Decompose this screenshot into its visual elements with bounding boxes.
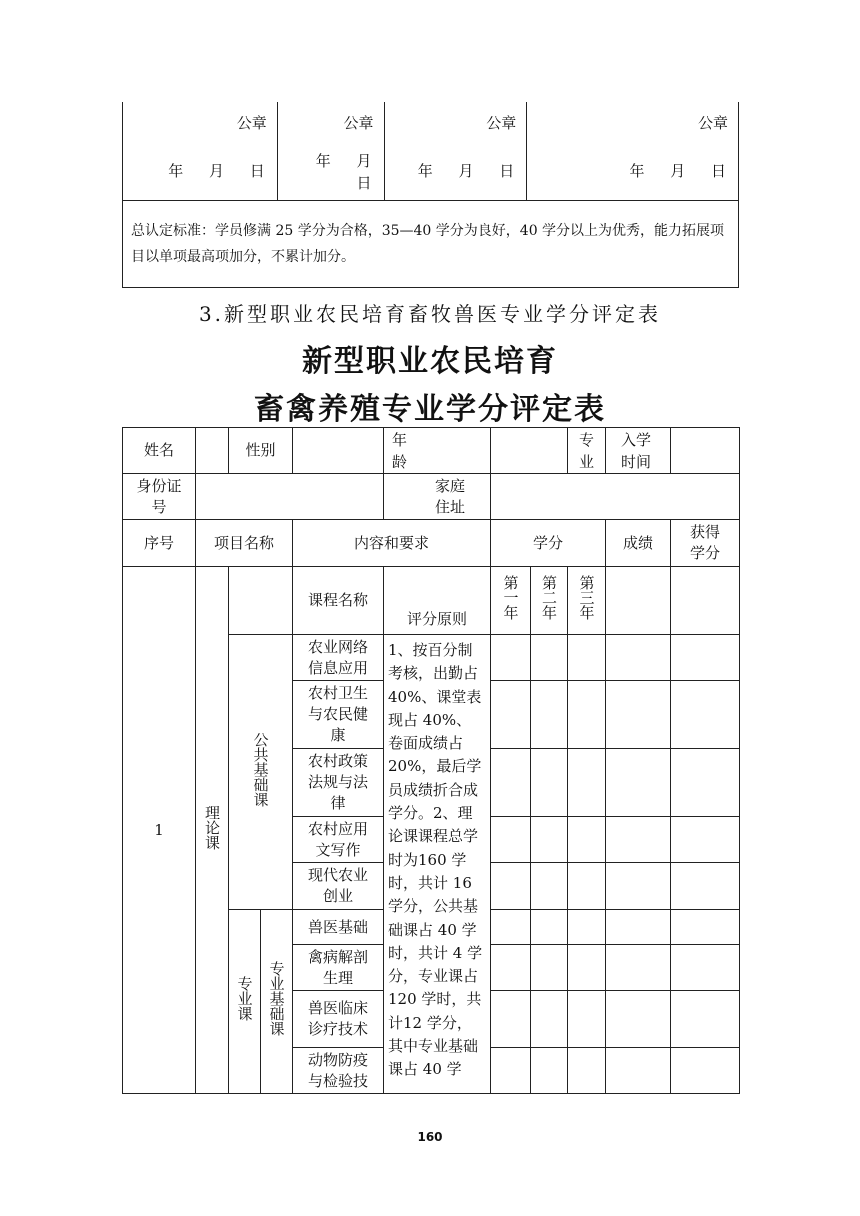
credit-cell[interactable] [491, 749, 531, 817]
credit-cell[interactable] [491, 991, 531, 1048]
score-cell[interactable] [606, 945, 671, 991]
earned-cell[interactable] [671, 945, 740, 991]
earned-cell[interactable] [671, 567, 740, 635]
id-value[interactable] [196, 474, 384, 520]
principle-text: 1、按百分制考核，出勤占40%、课堂表现占 40%、卷面成绩占20%，最后学员成绩折合成学分。2、理论课课程总学时为160 学时，共计 16 学分，公共基础课占 40 学时，共计 4 学分，专业课占 120 学时，共计12 学分，其中专业基础课占 40 学 [384, 635, 491, 1094]
course-name: 农村政策法规与法律 [293, 749, 384, 817]
credit-table [122, 427, 740, 1094]
course-name: 农村应用文写作 [293, 817, 384, 863]
credit-cell[interactable] [568, 910, 606, 945]
address-label: 家庭住址 [384, 474, 491, 520]
name-value[interactable] [196, 428, 229, 474]
earned-cell[interactable] [671, 817, 740, 863]
credit-cell[interactable] [531, 635, 568, 681]
course-name: 禽病解剖生理 [293, 945, 384, 991]
earned-cell[interactable] [671, 749, 740, 817]
header-content: 内容和要求 [293, 520, 491, 567]
principle-header: 评分原则 [384, 567, 491, 635]
earned-cell[interactable] [671, 991, 740, 1048]
year2-header: 第二年 [531, 567, 568, 635]
credit-cell[interactable] [568, 991, 606, 1048]
score-cell[interactable] [606, 567, 671, 635]
score-cell[interactable] [606, 910, 671, 945]
credit-cell[interactable] [491, 817, 531, 863]
seal-label: 公章 [697, 114, 728, 132]
credit-cell[interactable] [531, 991, 568, 1048]
signature-cell [527, 102, 739, 201]
credit-cell[interactable] [568, 863, 606, 910]
credit-cell[interactable] [531, 945, 568, 991]
blank-cell [229, 567, 293, 635]
seal-label: 公章 [486, 114, 517, 132]
credit-cell[interactable] [491, 863, 531, 910]
course-name: 兽医临床诊疗技术 [293, 991, 384, 1048]
enroll-value[interactable] [671, 428, 740, 474]
title-line-1: 新型职业农民培育 [302, 344, 558, 379]
credit-cell[interactable] [568, 749, 606, 817]
header-earned: 获得学分 [671, 520, 740, 567]
seal-label: 公章 [343, 114, 374, 132]
credit-cell[interactable] [491, 635, 531, 681]
date-label: 年 月 日 [168, 162, 267, 180]
credit-cell[interactable] [531, 681, 568, 749]
date-label: 年 月 日 [315, 152, 374, 192]
credit-cell[interactable] [568, 1048, 606, 1094]
age-value[interactable] [491, 428, 568, 474]
earned-cell[interactable] [671, 635, 740, 681]
credit-cell[interactable] [568, 635, 606, 681]
earned-cell[interactable] [671, 863, 740, 910]
header-no: 序号 [123, 520, 196, 567]
earned-cell[interactable] [671, 1048, 740, 1094]
credit-cell[interactable] [491, 910, 531, 945]
course-name: 动物防疫与检验技 [293, 1048, 384, 1094]
score-cell[interactable] [606, 635, 671, 681]
credit-cell[interactable] [491, 945, 531, 991]
criteria-text: 总认定标准：学员修满 25 学分为合格，35—40 学分为良好，40 学分以上为优秀，能力拓展项目以单项最高项加分，不累计加分。 [123, 201, 739, 288]
date-label: 年 月 日 [629, 162, 728, 180]
score-cell[interactable] [606, 1048, 671, 1094]
credit-cell[interactable] [531, 910, 568, 945]
credit-cell[interactable] [491, 1048, 531, 1094]
header-project: 项目名称 [196, 520, 293, 567]
credit-cell[interactable] [531, 817, 568, 863]
major-basic-label: 专业基础课 [261, 910, 293, 1094]
gender-label: 性别 [229, 428, 293, 474]
signature-cell [277, 102, 384, 201]
earned-cell[interactable] [671, 681, 740, 749]
major-label: 专业 [568, 428, 606, 474]
name-label: 姓名 [123, 428, 196, 474]
title-line-2: 畜禽养殖专业学分评定表 [254, 392, 606, 427]
credit-cell[interactable] [568, 681, 606, 749]
page-number: 160 [417, 1130, 443, 1144]
signature-table [122, 102, 739, 288]
score-cell[interactable] [606, 863, 671, 910]
seal-label: 公章 [236, 114, 267, 132]
course-name: 兽医基础 [293, 910, 384, 945]
gender-value[interactable] [293, 428, 384, 474]
course-name: 现代农业创业 [293, 863, 384, 910]
section-heading: 3.新型职业农民培育畜牧兽医专业学分评定表 [198, 302, 662, 326]
signature-cell [384, 102, 527, 201]
header-score: 成绩 [606, 520, 671, 567]
score-cell[interactable] [606, 817, 671, 863]
credit-cell[interactable] [531, 749, 568, 817]
major-course-label: 专业课 [229, 910, 261, 1094]
year1-header: 第一年 [491, 567, 531, 635]
score-cell[interactable] [606, 681, 671, 749]
score-cell[interactable] [606, 991, 671, 1048]
id-label: 身份证号 [123, 474, 196, 520]
enroll-label: 入学时间 [606, 428, 671, 474]
public-label: 公共基础课 [229, 635, 293, 910]
credit-cell[interactable] [531, 863, 568, 910]
row-number: 1 [123, 567, 196, 1094]
credit-cell[interactable] [531, 1048, 568, 1094]
year3-header: 第三年 [568, 567, 606, 635]
credit-cell[interactable] [491, 681, 531, 749]
age-label: 年龄 [384, 428, 491, 474]
credit-cell[interactable] [568, 945, 606, 991]
course-name: 农业网络信息应用 [293, 635, 384, 681]
credit-cell[interactable] [568, 817, 606, 863]
earned-cell[interactable] [671, 910, 740, 945]
course-name-header: 课程名称 [293, 567, 384, 635]
date-label: 年 月 日 [417, 162, 517, 180]
signature-cell [123, 102, 278, 201]
score-cell[interactable] [606, 749, 671, 817]
theory-label: 理论课 [196, 567, 229, 1094]
address-value[interactable] [491, 474, 740, 520]
header-credit: 学分 [491, 520, 606, 567]
course-name: 农村卫生与农民健康 [293, 681, 384, 749]
